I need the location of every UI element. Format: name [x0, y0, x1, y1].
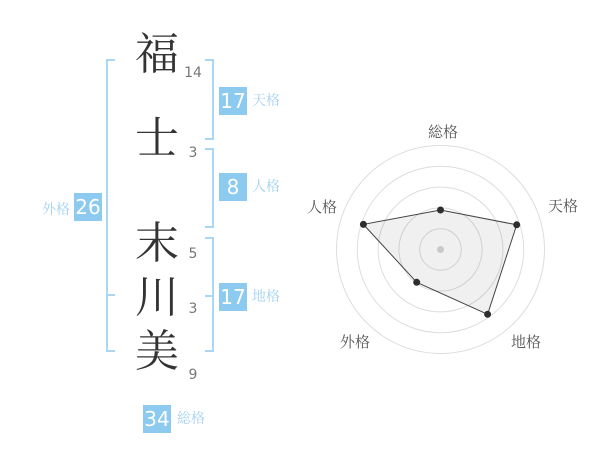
radar-axis-label-jinkaku: 人格 — [307, 198, 338, 216]
stroke-count-4: 3 — [188, 301, 198, 317]
chikaku-bracket-tick-top — [205, 237, 214, 239]
kanji-char-3: 末 — [135, 218, 179, 269]
jinkaku-bracket-line — [212, 148, 214, 228]
radar-series — [360, 207, 520, 318]
stroke-count-1: 14 — [184, 65, 202, 81]
soukaku-badge: 34 — [144, 407, 170, 431]
gokaku-radar-chart — [300, 108, 592, 360]
jinkaku-bracket-tick-top — [205, 148, 214, 150]
gaikaku-label: 外格 — [42, 202, 70, 218]
tenkaku-bracket-tick-bottom — [205, 138, 214, 140]
gaikaku-bracket-tick-bottom — [106, 350, 115, 352]
soukaku-label: 総格 — [177, 411, 205, 427]
tenkaku-badge: 17 — [220, 89, 246, 113]
tenkaku-bracket-line — [212, 59, 214, 140]
radar-axis-label-gaikaku: 外格 — [340, 333, 371, 351]
kanji-char-5: 美 — [135, 326, 179, 377]
radar-axis-label-soukaku: 総格 — [427, 123, 459, 141]
kanji-char-2: 士 — [135, 113, 179, 164]
jinkaku-badge: 8 — [219, 173, 247, 201]
radar-axis-label-chikaku: 地格 — [511, 333, 542, 351]
jinkaku-bracket-tick-bottom — [205, 226, 214, 228]
gaikaku-bracket-tick-mid — [106, 294, 115, 296]
gaikaku-badge: 26 — [75, 195, 101, 219]
kanji-char-4: 川 — [135, 272, 179, 323]
radar-axis-label-tenkaku: 天格 — [548, 197, 579, 215]
chikaku-badge: 17 — [220, 285, 246, 309]
tenkaku-label: 天格 — [252, 93, 280, 109]
gaikaku-bracket-line — [106, 59, 108, 352]
tenkaku-bracket-tick-top — [205, 59, 214, 61]
chikaku-bracket-tick-bottom — [205, 350, 214, 352]
gaikaku-bracket-tick-top — [106, 59, 115, 61]
kanji-char-1: 福 — [135, 29, 179, 80]
stroke-count-5: 9 — [188, 367, 198, 383]
chikaku-bracket-tick-mid — [205, 295, 214, 297]
stroke-count-2: 3 — [188, 145, 198, 161]
jinkaku-label: 人格 — [252, 179, 280, 195]
chikaku-label: 地格 — [252, 289, 280, 305]
stroke-count-3: 5 — [188, 246, 198, 262]
